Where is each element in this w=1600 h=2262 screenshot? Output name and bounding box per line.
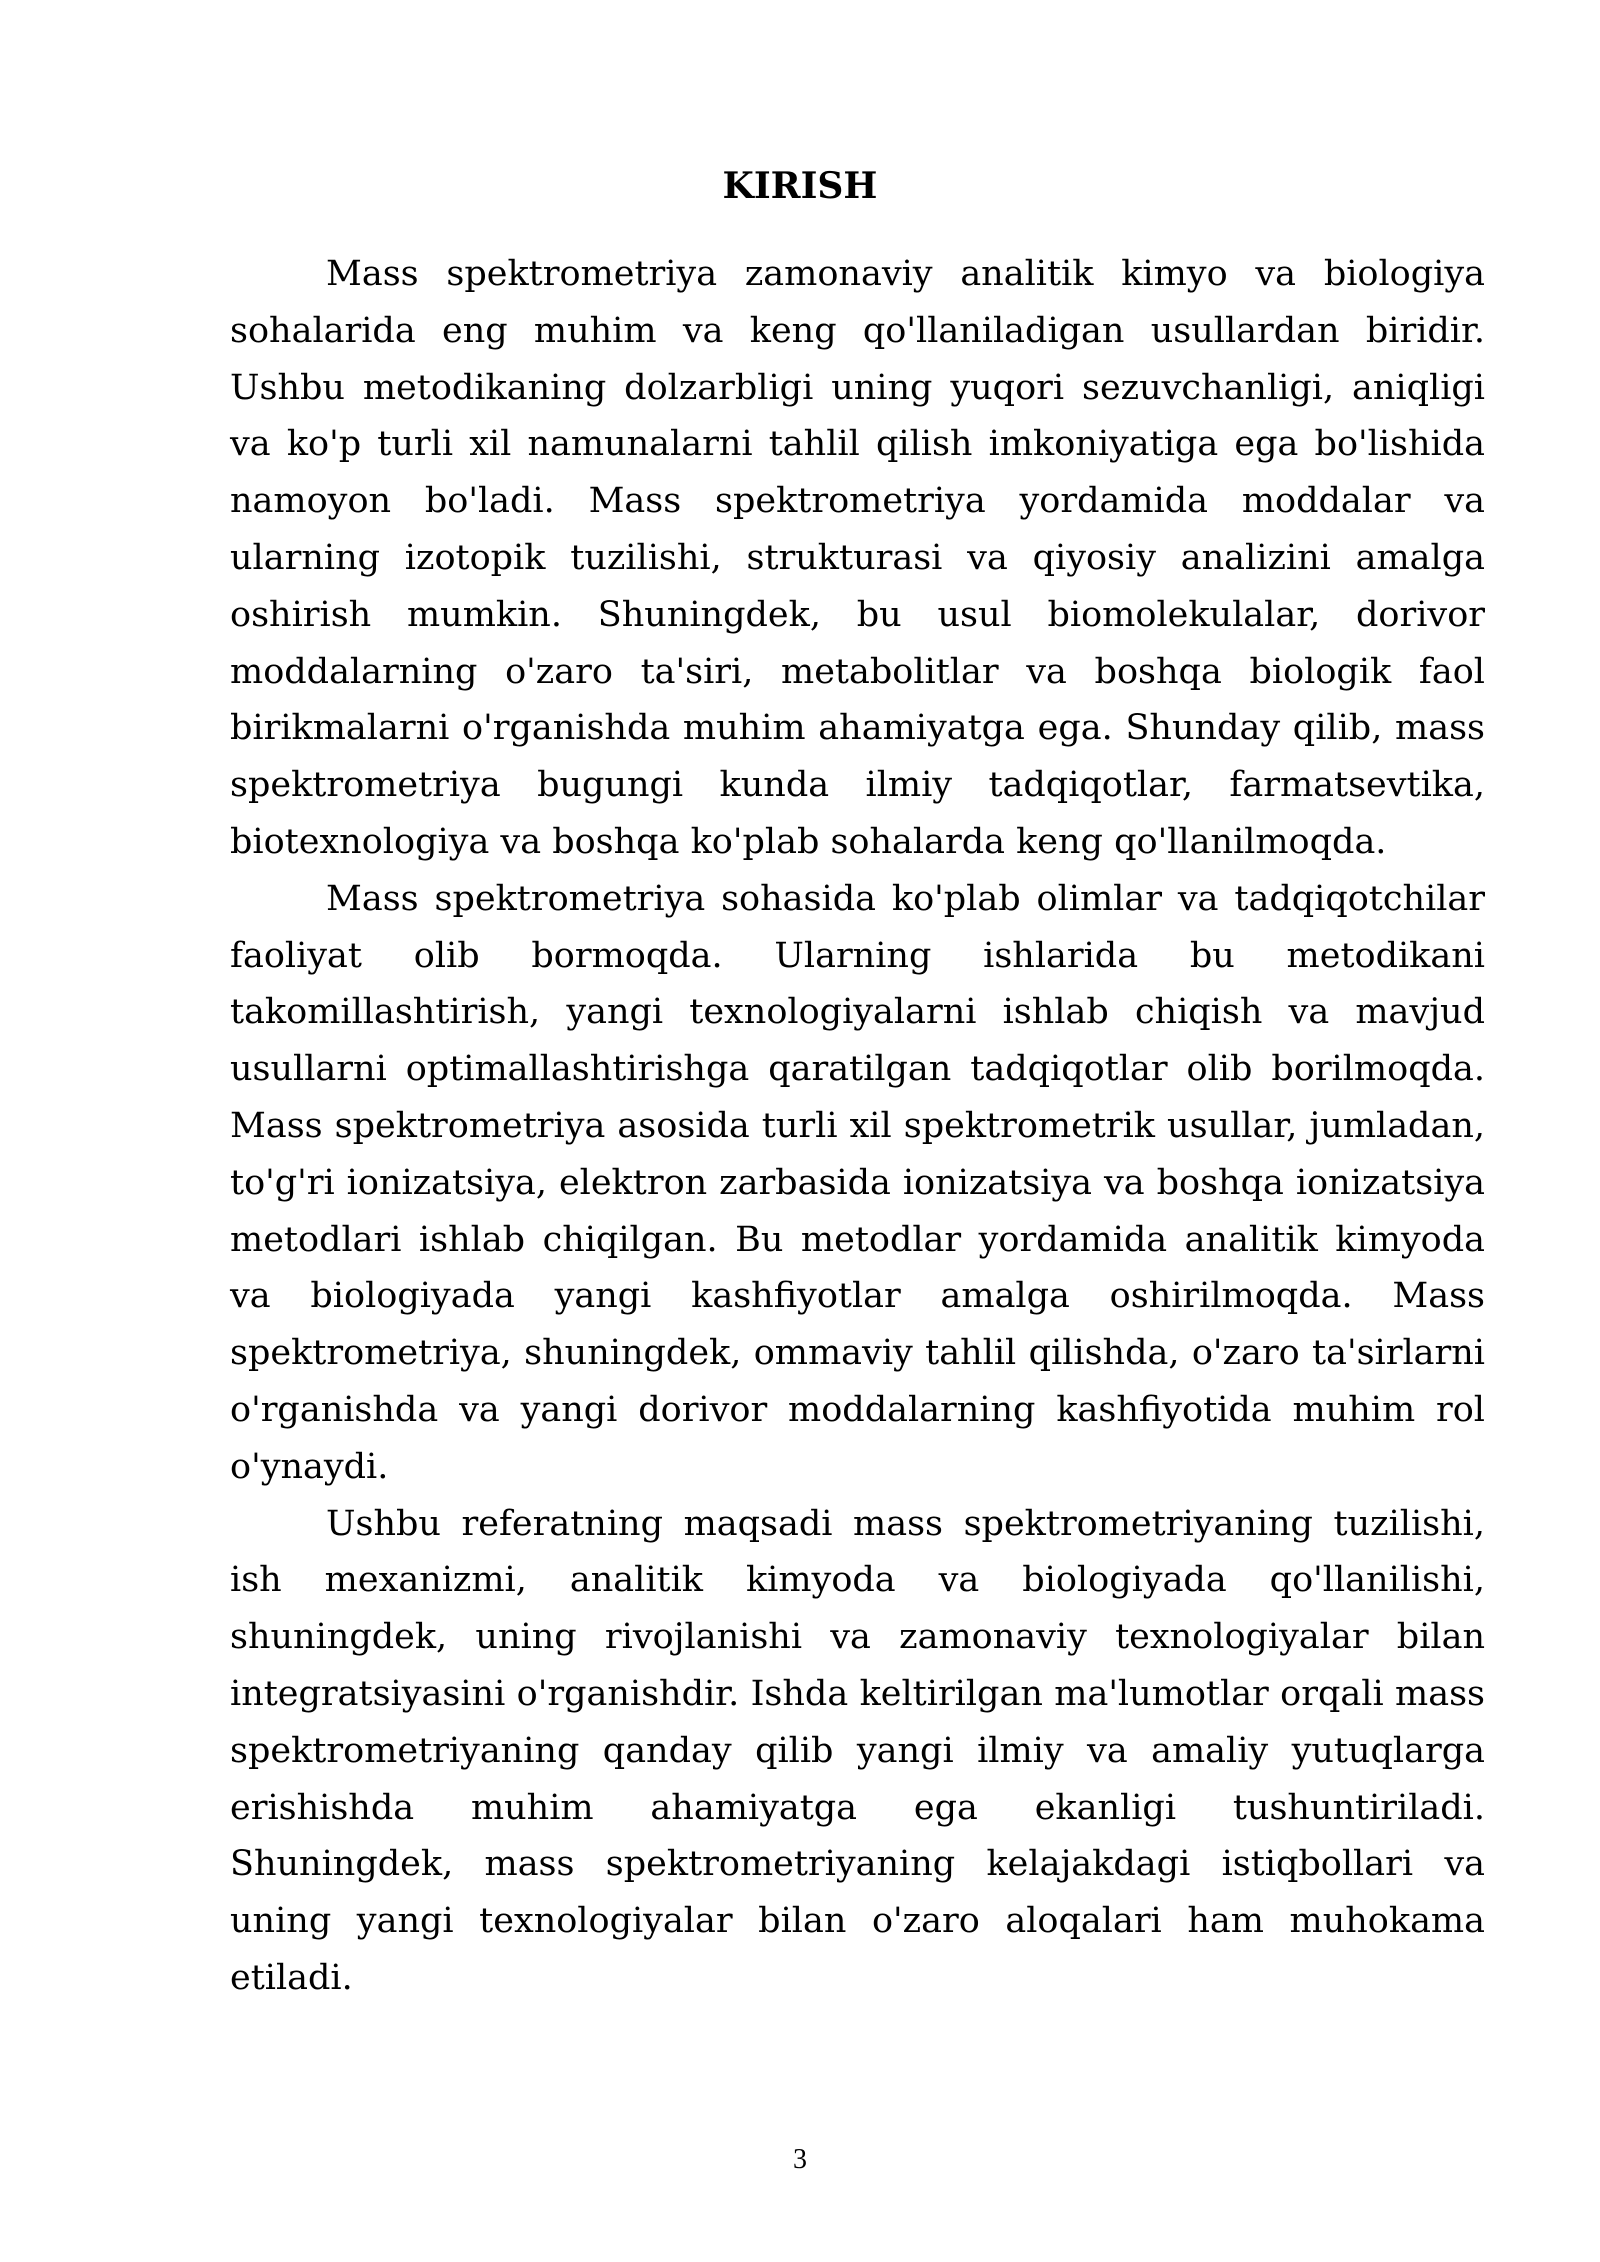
page-number: 3 (793, 2144, 807, 2175)
body-text (230, 246, 1485, 2007)
section-heading: KIRISH (722, 165, 878, 207)
paragraph-3: Ushbu referatning maqsadi mass spektrometriyaning tuzilishi, ish mexanizmi, analitik kimyoda va biologiyada qo'llanilishi, shuningdek, uning rivojlanishi va zamonaviy texnologiyalar bilan integratsiyasini o'rganishdir. Ishda keltirilgan ma'lumotlar orqali mass spektrometriyaning qanday qilib yangi ilmiy va amaliy yutuqlarga erishishda muhim ahamiyatga ega ekanligi tushuntiriladi. Shuningdek, mass spektrometriyaning kelajakdagi istiqbollari va uning yangi texnologiyalar bilan o'zaro aloqalari ham muhokama etiladi. (230, 1503, 1485, 1998)
paragraph-1: Mass spektrometriya zamonaviy analitik kimyo va biologiya sohalarida eng muhim va keng qo'llaniladigan usullardan biridir. Ushbu metodikaning dolzarbligi uning yuqori sezuvchanligi, aniqligi va ko'p turli xil namunalarni tahlil qilish imkoniyatiga ega bo'lishida namoyon bo'ladi. Mass spektrometriya yordamida moddalar va ularning izotopik tuzilishi, strukturasi va qiyosiy analizini amalga oshirish mumkin. Shuningdek, bu usul biomolekulalar, dorivor moddalarning o'zaro ta'siri, metabolitlar va boshqa biologik faol birikmalarni o'rganishda muhim ahamiyatga ega. Shunday qilib, mass spektrometriya bugungi kunda ilmiy tadqiqotlar, farmatsevtika, biotexnologiya va boshqa ko'plab sohalarda keng qo'llanilmoqda. (230, 254, 1485, 862)
paragraph-2: Mass spektrometriya sohasida ko'plab olimlar va tadqiqotchilar faoliyat olib bormoqda. Ularning ishlarida bu metodikani takomillashtirish, yangi texnologiyalarni ishlab chiqish va mavjud usullarni optimallashtirishga qaratilgan tadqiqotlar olib borilmoqda. Mass spektrometriya asosida turli xil spektrometrik usullar, jumladan, to'g'ri ionizatsiya, elektron zarbasida ionizatsiya va boshqa ionizatsiya metodlari ishlab chiqilgan. Bu metodlar yordamida analitik kimyoda va biologiyada yangi kashfiyotlar amalga oshirilmoqda. Mass spektrometriya, shuningdek, ommaviy tahlil qilishda, o'zaro ta'sirlarni o'rganishda va yangi dorivor moddalarning kashfiyotida muhim rol o'ynaydi. (230, 878, 1485, 1487)
